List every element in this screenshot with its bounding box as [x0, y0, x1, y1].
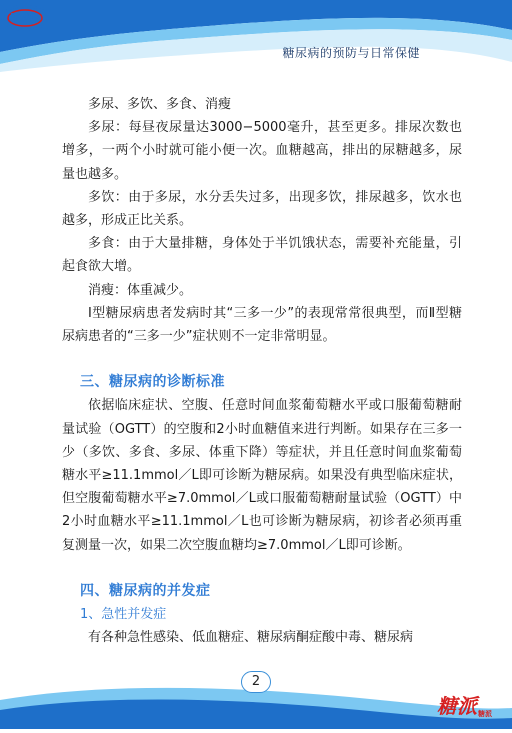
paragraph-polyphagia: 多食：由于大量排糖，身体处于半饥饿状态，需要补充能量，引起食欲大增。: [62, 236, 462, 275]
footer-brand-logo: [437, 690, 492, 719]
paragraph-polydipsia: 多饮：由于多尿，水分丢失过多，出现多饮，排尿越多，饮水也越多，形成正比关系。: [62, 189, 462, 229]
tpc-logo-icon: [0, 0, 50, 36]
section-title-diagnosis: 三、糖尿病的诊断标准: [80, 374, 225, 391]
paragraph-weight-loss: 消瘦：体重减少。: [88, 282, 193, 298]
subsection-title-acute: 1、急性并发症: [80, 607, 167, 623]
page-number: 2: [241, 671, 271, 693]
section-title-complications: 四、糖尿病的并发症: [80, 582, 211, 599]
paragraph-polyuria: 多尿：每昼夜尿量达3000−5000毫升，甚至更多。排尿次数也增多，一两个小时就可能小便一次。血糖越高，排出的尿糖越多，尿量也越多。: [62, 120, 462, 182]
footer-brand-small: 糖派: [478, 709, 492, 718]
page-content: [62, 93, 462, 649]
paragraph-symptoms-heading: 多尿、多饮、多食、消瘦: [88, 97, 232, 112]
header-wave-decoration: [0, 0, 512, 90]
paragraph-diagnosis: 依据临床症状、空腹、任意时间血浆葡萄糖水平或口服葡萄糖耐量试验（OGTT）的空腹和2小时血糖值来进行判断。如果存在三多一少（多饮、多食、多尿、体重下降）等症状，并且任意时间血浆葡萄糖水平≥11.1mmol／L即可诊断为糖尿病。如果没有典型临床症状，但空腹葡萄糖水平≥7.0mmol／L或口服葡萄糖耐量试验（OGTT）中2小时血糖水平≥11.1mmol／L也可诊断为糖尿病，初诊者必须再重复测量一次，如果二次空腹血糖均≥7.0mmol／L即可诊断。: [62, 398, 462, 553]
page-header: [0, 0, 512, 90]
logo-text: TPC: [11, 12, 39, 27]
footer-brand-text: 糖派: [437, 694, 477, 718]
paragraph-acute-complications: 有各种急性感染、低血糖症、糖尿病酮症酸中毒、糖尿病: [88, 630, 414, 646]
paragraph-type-comparison: Ⅰ型糖尿病患者发病时其“三多一少”的表现常常很典型，而Ⅱ型糖尿病患者的“三多一少”症状则不一定非常明显。: [62, 305, 462, 345]
header-title: 糖尿病的预防与日常保健: [282, 46, 420, 60]
